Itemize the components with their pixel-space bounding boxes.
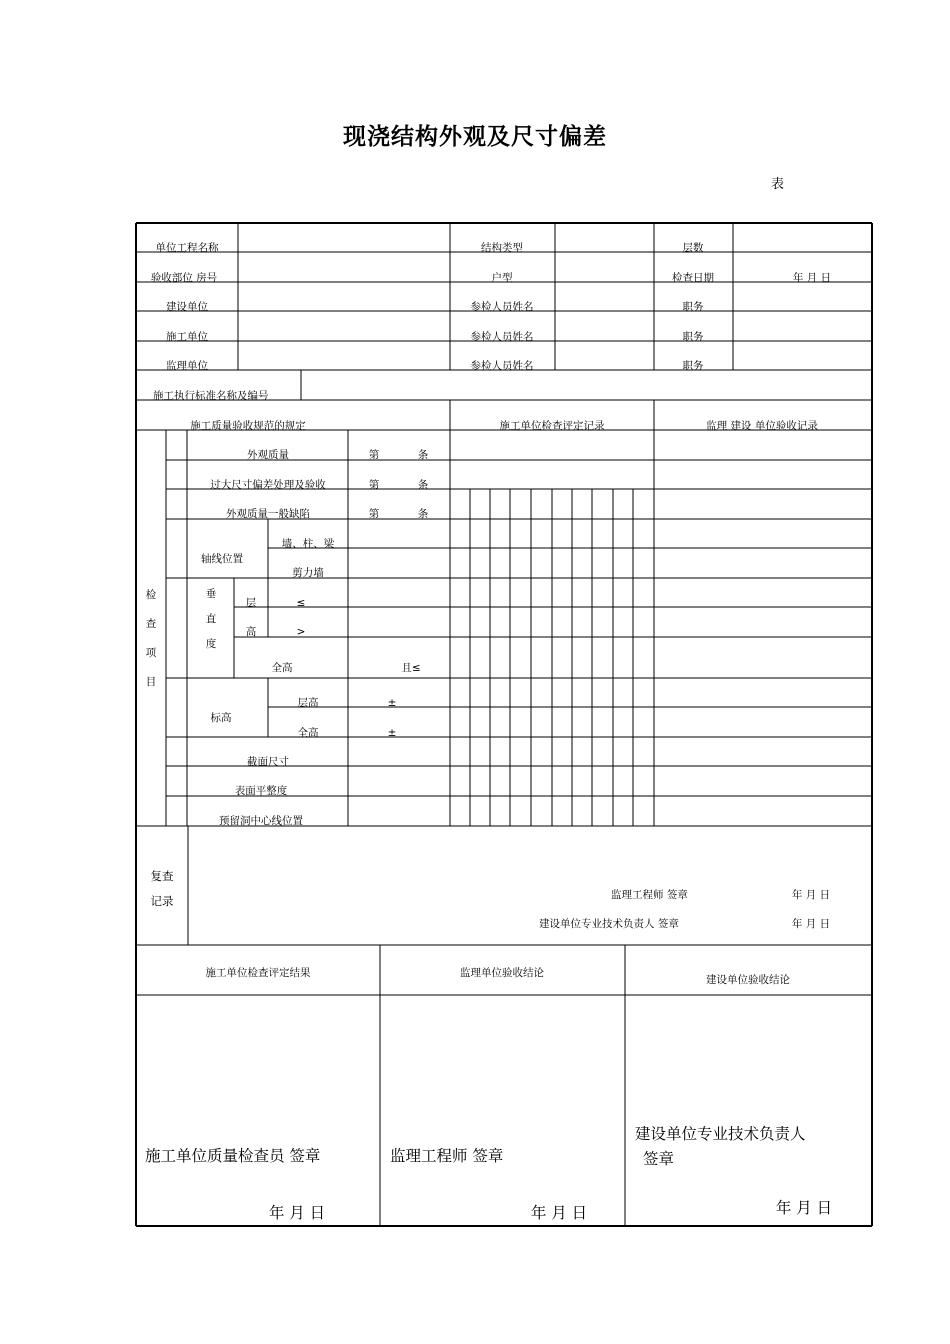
item-floor-v-char: 高 — [245, 626, 257, 638]
label-structure-type: 结构类型 — [481, 242, 523, 254]
item-wall-col-beam: 墙、柱、梁 — [281, 538, 335, 550]
recheck-date-1: 年 月 日 — [791, 889, 831, 901]
item-hole-center: 预留洞中心线位置 — [219, 815, 303, 827]
supervisor-sign: 监理工程师 签章 — [390, 1147, 504, 1165]
item-floor-height: 层高 — [297, 697, 319, 709]
recheck-label: 复查 — [150, 869, 174, 883]
owner-sign-line-1: 建设单位专业技术负责人 — [635, 1125, 806, 1143]
item-oversize: 过大尺寸偏差处理及验收 — [210, 479, 326, 491]
label-inspector-name-3: 参检人员姓名 — [470, 360, 534, 372]
label-inspector-name-2: 参检人员姓名 — [470, 331, 534, 343]
item-floor-v-char: 层 — [245, 597, 257, 609]
side-label-char: 项 — [145, 647, 157, 659]
clause-suffix: 条 — [417, 479, 429, 491]
side-label-char: 检 — [145, 589, 157, 601]
builder-result-header: 施工单位检查评定结果 — [205, 967, 311, 979]
table-number-label: 表 — [771, 177, 785, 192]
owner-sign-line-2: 签章 — [643, 1150, 675, 1168]
label-supervision-unit: 监理单位 — [166, 360, 208, 372]
item-verticality-char: 垂 — [205, 588, 217, 600]
label-unit-project-name: 单位工程名称 — [155, 242, 219, 254]
item-section-size: 截面尺寸 — [247, 756, 289, 768]
owner-conclusion-header: 建设单位验收结论 — [706, 974, 790, 986]
le-symbol: ≤ — [296, 597, 306, 609]
item-shear-wall: 剪力墙 — [292, 567, 324, 579]
item-verticality-char: 直 — [205, 613, 217, 625]
clause-no: 第 — [368, 508, 380, 520]
label-position-3: 职务 — [682, 360, 704, 372]
header-spec: 施工质量验收规范的规定 — [190, 420, 306, 432]
pm-symbol: ± — [387, 697, 397, 709]
label-check-date: 检查日期 — [672, 272, 714, 284]
item-verticality-char: 度 — [205, 638, 217, 650]
clause-suffix: 条 — [417, 508, 429, 520]
side-label-char: 目 — [145, 676, 157, 688]
owner-date: 年 月 日 — [775, 1199, 833, 1217]
builder-sign: 施工单位质量检查员 签章 — [145, 1147, 321, 1165]
label-builder-unit: 施工单位 — [166, 331, 208, 343]
label-acceptance-part: 验收部位 房号 — [150, 272, 218, 284]
label-standard-name: 施工执行标准名称及编号 — [153, 390, 269, 402]
and-le-symbol: 且≤ — [401, 662, 421, 674]
clause-no: 第 — [368, 449, 380, 461]
label-inspector-name-1: 参检人员姓名 — [470, 301, 534, 313]
item-elevation: 标高 — [210, 712, 232, 724]
supervisor-date: 年 月 日 — [530, 1204, 588, 1222]
recheck-date-2: 年 月 日 — [791, 918, 831, 930]
header-builder-record: 施工单位检查评定记录 — [499, 420, 605, 432]
gt-symbol: > — [296, 626, 306, 638]
item-general-defect: 外观质量一般缺陷 — [226, 508, 310, 520]
check-date-value: 年 月 日 — [792, 272, 832, 284]
item-surface-flatness: 表面平整度 — [234, 785, 288, 797]
item-appearance: 外观质量 — [247, 449, 289, 461]
recheck-supervisor-sign: 监理工程师 签章 — [611, 889, 688, 901]
supervisor-conclusion-header: 监理单位验收结论 — [460, 967, 544, 979]
label-construction-unit: 建设单位 — [166, 301, 208, 313]
item-full-height-2: 全高 — [297, 727, 319, 739]
page-title: 现浇结构外观及尺寸偏差 — [343, 124, 607, 150]
side-label-char: 查 — [145, 618, 157, 630]
clause-no: 第 — [368, 479, 380, 491]
label-position-1: 职务 — [682, 301, 704, 313]
item-axis-position: 轴线位置 — [201, 553, 243, 565]
pm-symbol: ± — [387, 727, 397, 739]
label-position-2: 职务 — [682, 331, 704, 343]
builder-date: 年 月 日 — [268, 1204, 326, 1222]
label-floors: 层数 — [682, 242, 704, 254]
header-supervisor-record: 监理 建设 单位验收记录 — [706, 420, 818, 432]
recheck-owner-sign: 建设单位专业技术负责人 签章 — [539, 918, 679, 930]
clause-suffix: 条 — [417, 449, 429, 461]
label-house-type: 户型 — [491, 272, 513, 284]
recheck-label: 记录 — [150, 894, 174, 908]
item-full-height: 全高 — [271, 662, 293, 674]
